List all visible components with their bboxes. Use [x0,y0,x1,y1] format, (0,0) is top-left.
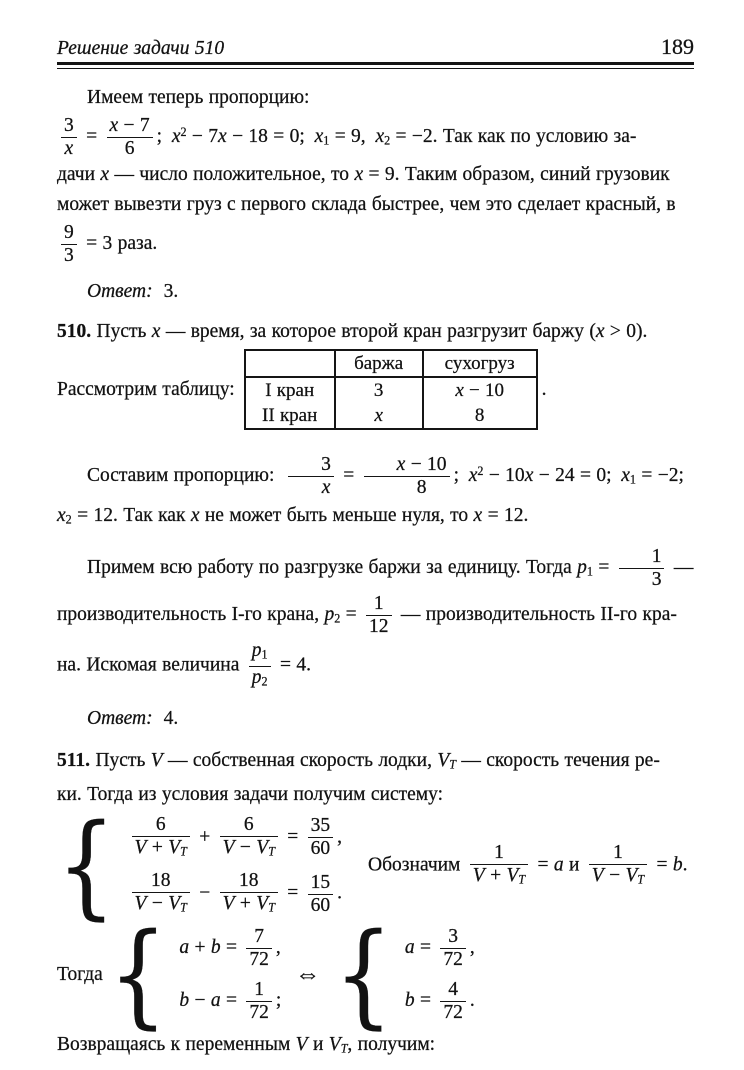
answer-value: 4. [163,708,179,730]
answer-4-block [57,704,694,734]
header-rule [57,62,694,69]
cell-crane2-name: II кран [245,403,335,429]
problem-510-statement: 510. Пусть x — время, за которое второй кран разгрузит баржу (x > 0). [57,321,648,342]
table-header-row [245,350,537,377]
header-cell-cargo: сухогруз [423,350,537,377]
proportion-510-line-1: Составим пропорцию: $\frac{3}{x}$ = $\frac{x - 10}{8}$ ; $x^2 - 10x - 24 = 0$; $x_1 = -2$; [87,454,684,498]
system-b-equation-2: b = $\frac{4}{72}$ . [404,979,475,1024]
then-systems-row [57,909,694,1041]
left-curly-brace: { [334,909,393,1041]
work-paragraph-line-3: на. Искомая величина $\frac{p_1}{p_2}$ = 4. [57,640,311,689]
cell-crane2-cargo: 8 [423,403,537,429]
system-a-equation-2: b − a = $\frac{1}{72}$ ; [179,979,282,1024]
cell-crane1-cargo: x − 10 [423,377,537,403]
table-row-crane1 [245,377,537,403]
work-paragraph-line-1: Примем всю работу по разгрузке баржи за единицу. Тогда $p_1$ = $\frac{1}{3}$ — [87,546,694,591]
intro-paragraph: Имеем теперь пропорцию: [87,87,310,108]
system-equations [128,814,343,919]
table-row-crane2 [245,403,537,429]
equivalence-arrow-icon: ⇔ [295,961,321,989]
solution-text-line-1: дачи x — число положительное, то x = 9. Таким образом, синий грузовик [57,164,670,185]
ratio-result-line: $\frac{9}{3}$ = 3 раза. [57,222,694,267]
left-curly-brace: { [108,909,168,1041]
table-label: Рассмотрим таблицу: [57,378,235,400]
substitution-note: Обозначим $\frac{1}{V + V_T}$ = a и $\frac{1}{V - V_T}$ = b. [368,841,688,887]
system-equation-2: $\frac{18}{V - V_T}$ − $\frac{18}{V + V_T}$ = $\frac{15}{60}$ . [128,870,343,918]
system-equation-1: $\frac{6}{V + V_T}$ + $\frac{6}{V - V_T}$ = $\frac{35}{60}$ , [128,814,343,862]
then-label: Тогда [57,964,103,986]
problem-511-statement-line-2: ки. Тогда из условия задачи получим систему: [57,783,444,805]
page-number: 189 [661,34,694,59]
system-a-equations [179,926,281,1024]
answer-label: Ответ: [87,708,153,730]
solution-text-line-2: может вывезти груз с первого склада быстрее, чем это сделает красный, в [57,194,676,215]
system-b-equations [405,926,475,1024]
page-header [57,34,694,60]
running-title: Решение задачи 510 [57,38,225,59]
crane-table [244,349,538,430]
table-period: . [541,378,547,400]
answer-label: Ответ: [87,281,153,302]
proportion-equation-line: $\frac{3}{x}$ = $\frac{x - 7}{6}$ ; $x^2 - 7x - 18 = 0$; $x_1 = 9$, $x_2 = -2$. Так как по условию за- [57,115,694,160]
left-curly-brace: { [57,800,116,931]
header-cell-empty [245,350,335,377]
answer-value: 3. [163,281,179,302]
cell-crane1-barge: 3 [335,377,423,403]
cell-crane2-barge: x [335,403,423,429]
cell-crane1-name: I кран [245,377,335,403]
answer-3-block [57,277,694,307]
header-cell-barge: баржа [335,350,423,377]
closing-line: Возвращаясь к переменным V и $V_T$, получим: [57,1034,436,1056]
problem-511-statement-line-1: 511. Пусть V — собственная скорость лодки, $V_T$ — скорость течения ре- [57,750,660,772]
equation-system-511 [57,800,694,931]
work-paragraph-line-2: производительность I-го крана, $p_2$ = $\frac{1}{12}$ — производительность II-го кра- [57,593,677,638]
system-b-equation-1: a = $\frac{3}{72}$ , [404,926,475,971]
system-a-equation-1: a + b = $\frac{7}{72}$ , [179,926,281,971]
proportion-510-line-2: $x_2 = 12$. Так как x не может быть меньше нуля, то x = 12. [57,505,529,527]
table-510-row [57,349,694,430]
